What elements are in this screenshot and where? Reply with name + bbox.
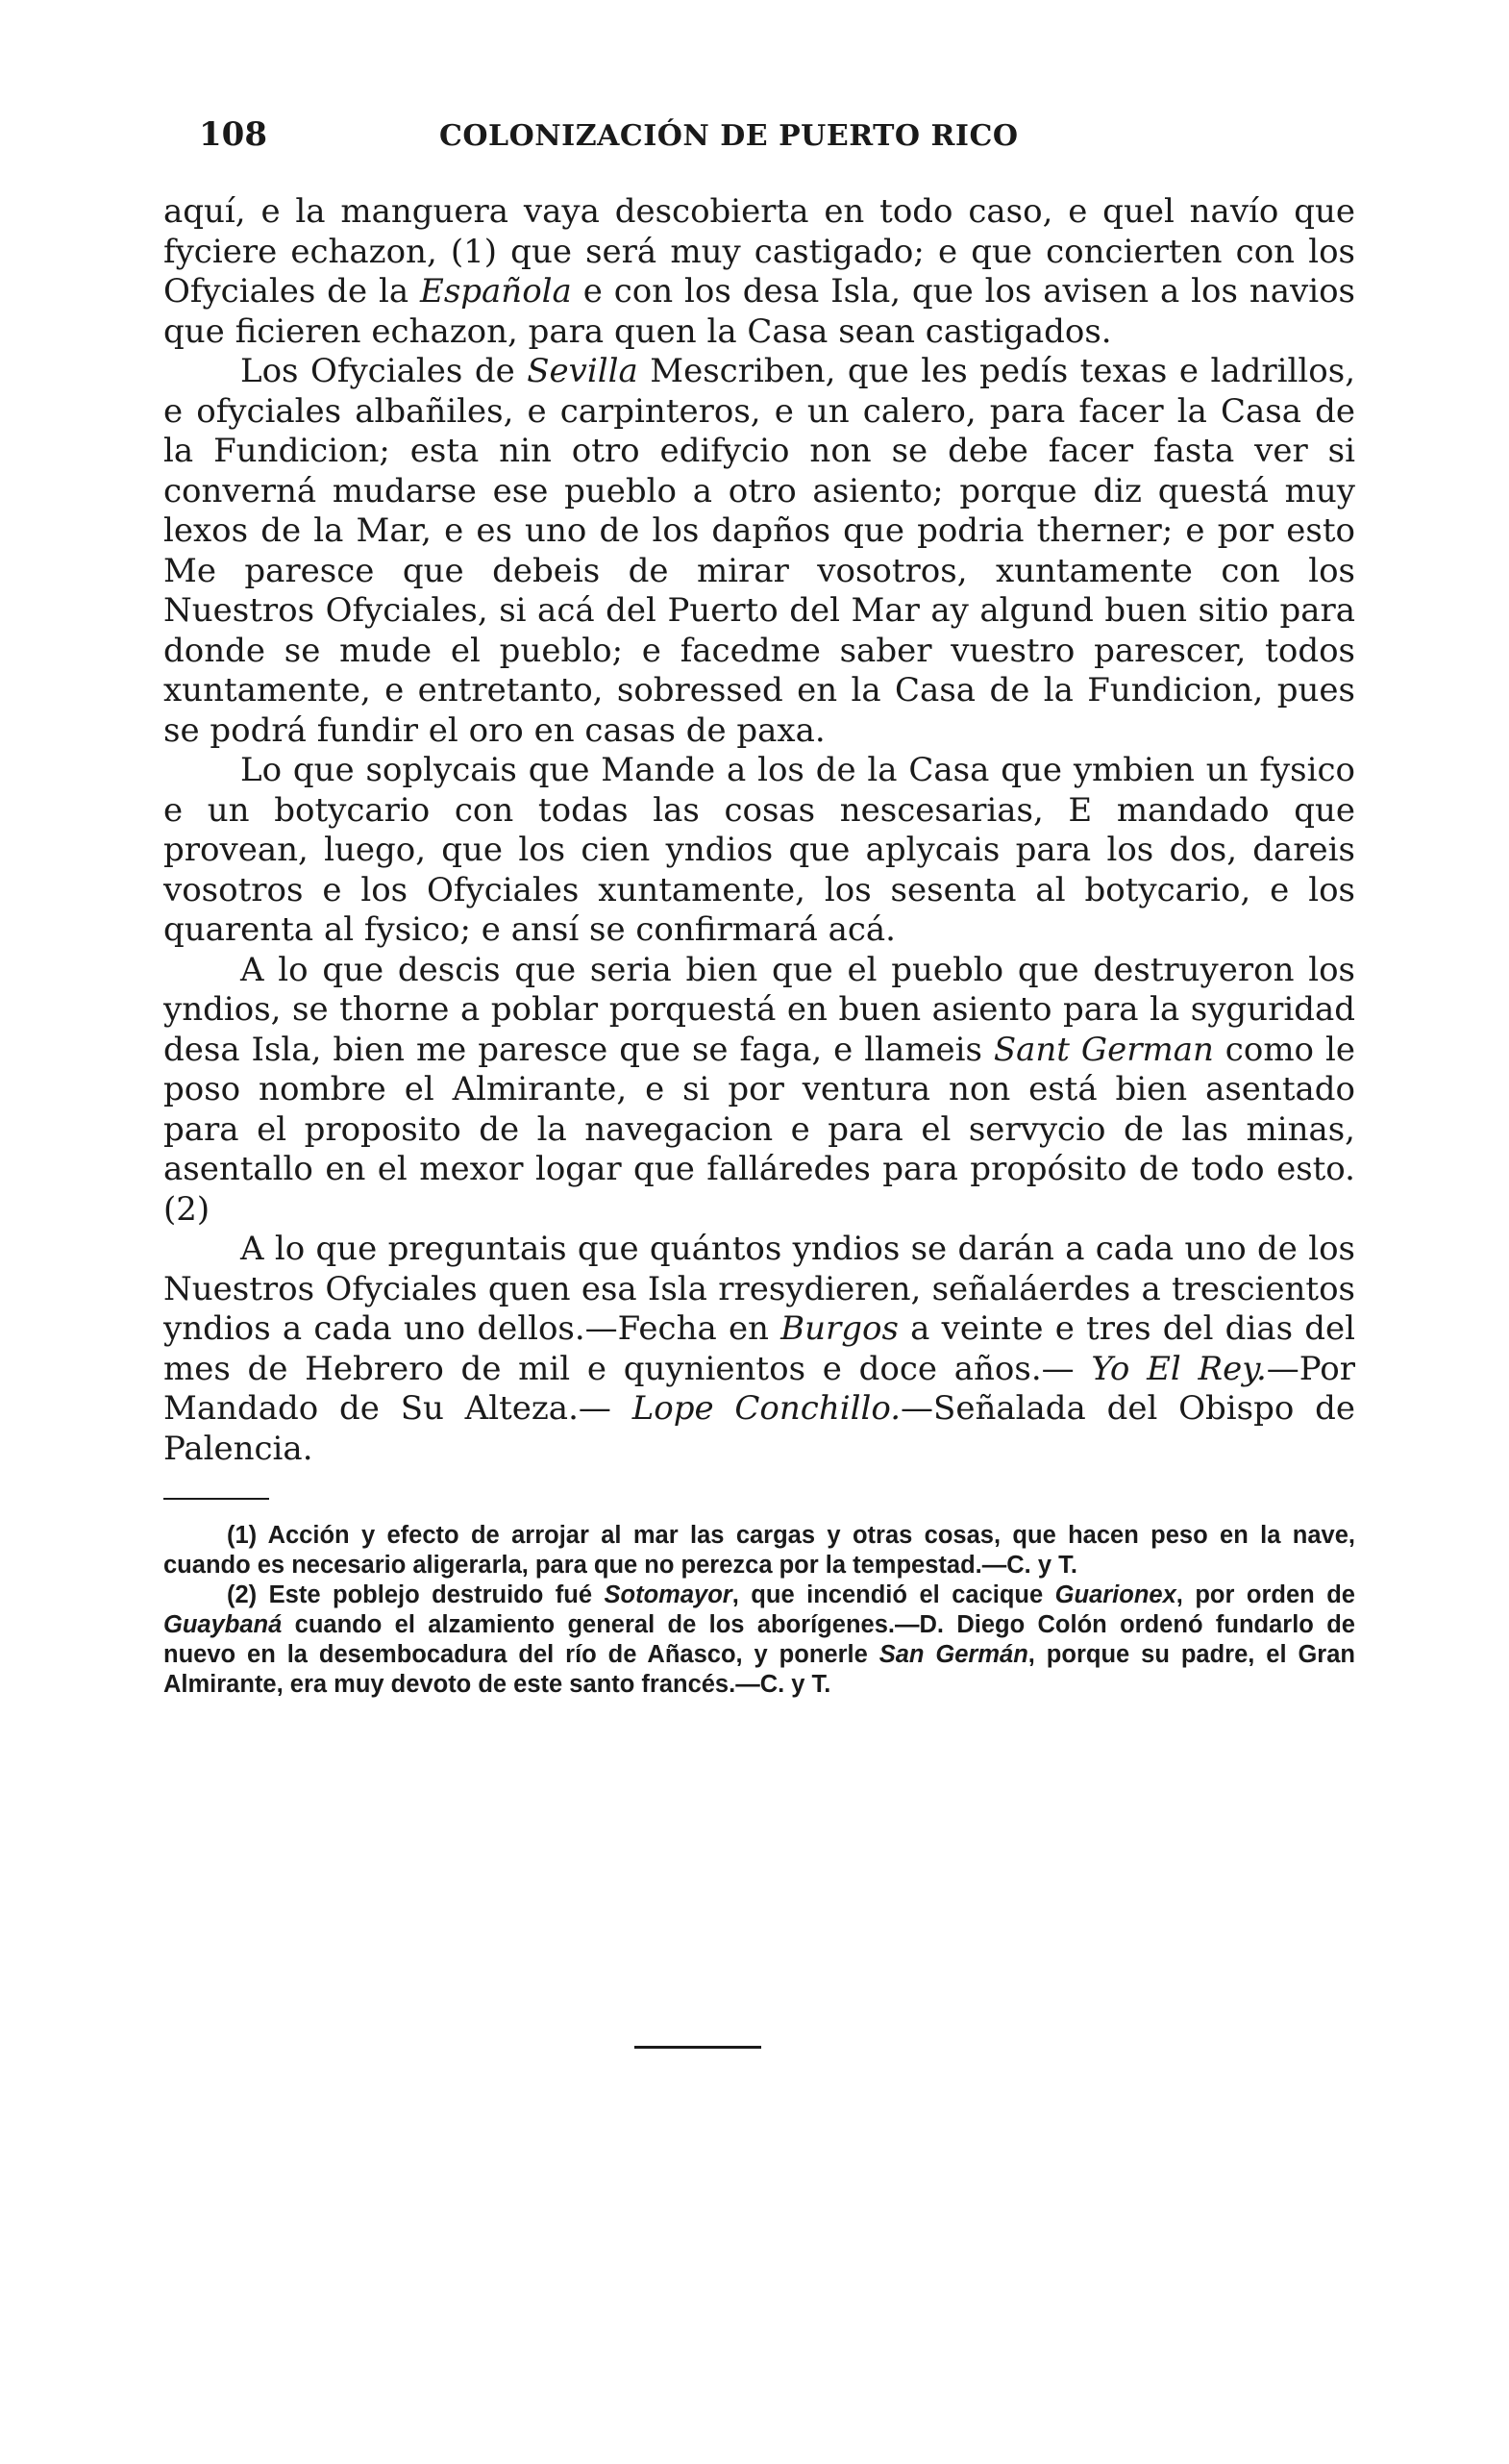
italic-term: Española — [420, 272, 572, 311]
paragraph: Lo que soplycais que Mande a los de la Casa que ymbien un fysico e un botycario con todas las cosas nescesarias, E mandado que provean, luego, que los cien yndios que aplycais para los dos, dareis vosotros e los Ofyciales xuntamente, los sesenta al botycario, e los quarenta al fysico; e ansí se confirmará acá. — [163, 751, 1355, 949]
page-number: 108 — [199, 115, 267, 154]
footnote: (2) Este poblejo destruido fué Sotomayor, que incendió el cacique Guarionex, por orden de Guaybaná cuando el alzamiento general de los aborígenes.—D. Diego Colón ordenó fundarlo de nuevo en la desembocadura del río de Añasco, y ponerle San Germán, porque su padre, el Gran Almirante, era muy devoto de este santo francés.—C. y T. — [163, 1581, 1355, 1698]
italic-term: Burgos — [780, 1309, 899, 1348]
italic-term: Guarionex — [1054, 1581, 1176, 1608]
italic-term: Sevilla — [527, 352, 638, 390]
paragraph: Los Ofyciales de Sevilla Mescriben, que les pedís texas e ladrillos, e ofyciales albañiles, e carpinteros, e un calero, para facer la Casa de la Fundicion; esta nin otro edifycio non se debe facer fasta ver si converná mudarse ese pueblo a otro asiento; porque diz questá muy lexos de la Mar, e es uno de los dapños que podria therner; e por esto Me paresce que debeis de mirar vosotros, xuntamente con los Nuestros Ofyciales, si acá del Puerto del Mar ay algund buen sitio para donde se mude el pueblo; e facedme saber vuestro parescer, todos xuntamente, e entretanto, sobressed en la Casa de la Fundicion, pues se podrá fundir el oro en casas de paxa. — [163, 352, 1355, 750]
footnote-divider — [163, 1498, 269, 1500]
footnote: (1) Acción y efecto de arrojar al mar las cargas y otras cosas, que hacen peso en la nave, cuando es necesario aligerarla, para que no perezca por la tempestad.—C. y T. — [163, 1522, 1355, 1579]
italic-term: Sotomayor — [604, 1581, 732, 1608]
paragraph: A lo que descis que seria bien que el pueblo que destruyeron los yndios, se thorne a poblar porquestá en buen asiento para la syguridad desa Isla, bien me paresce que se faga, e llameis Sant German como le poso nombre el Almirante, e si por ventura non está bien asentado para el proposito de la navegacion e para el servycio de las minas, asentallo en el mexor logar que falláredes para propósito de todo esto. (2) — [163, 950, 1355, 1229]
italic-term: Yo El Rey. — [1091, 1349, 1267, 1388]
footnotes — [163, 1521, 1355, 1700]
italic-term: Guaybaná — [163, 1611, 283, 1638]
running-title: COLONIZACIÓN DE PUERTO RICO — [439, 119, 1019, 153]
body-text — [163, 192, 1355, 1469]
paragraph: aquí, e la manguera vaya descobierta en todo caso, e quel navío que fyciere echazon, (1) que será muy castigado; e que concierten con los Ofyciales de la Española e con los desa Isla, que los avisen a los navios que ficieren echazon, para quen la Casa sean castigados. — [163, 192, 1355, 351]
italic-term: San Germán — [878, 1641, 1028, 1668]
paragraph: A lo que preguntais que quántos yndios se darán a cada uno de los Nuestros Ofyciales quen esa Isla rresydieren, señaláerdes a trescientos yndios a cada uno dellos.—Fecha en Burgos a veinte e tres del dias del mes de Hebrero de mil e quynientos e doce años.— Yo El Rey.—Por Mandado de Su Alteza.— Lope Conchillo.—Señalada del Obispo de Palencia. — [163, 1230, 1355, 1468]
italic-term: Lope Conchillo. — [631, 1389, 902, 1428]
document-page — [163, 115, 1355, 1700]
italic-term: Sant German — [993, 1030, 1214, 1069]
end-divider — [634, 2046, 761, 2049]
running-head — [163, 115, 1355, 173]
